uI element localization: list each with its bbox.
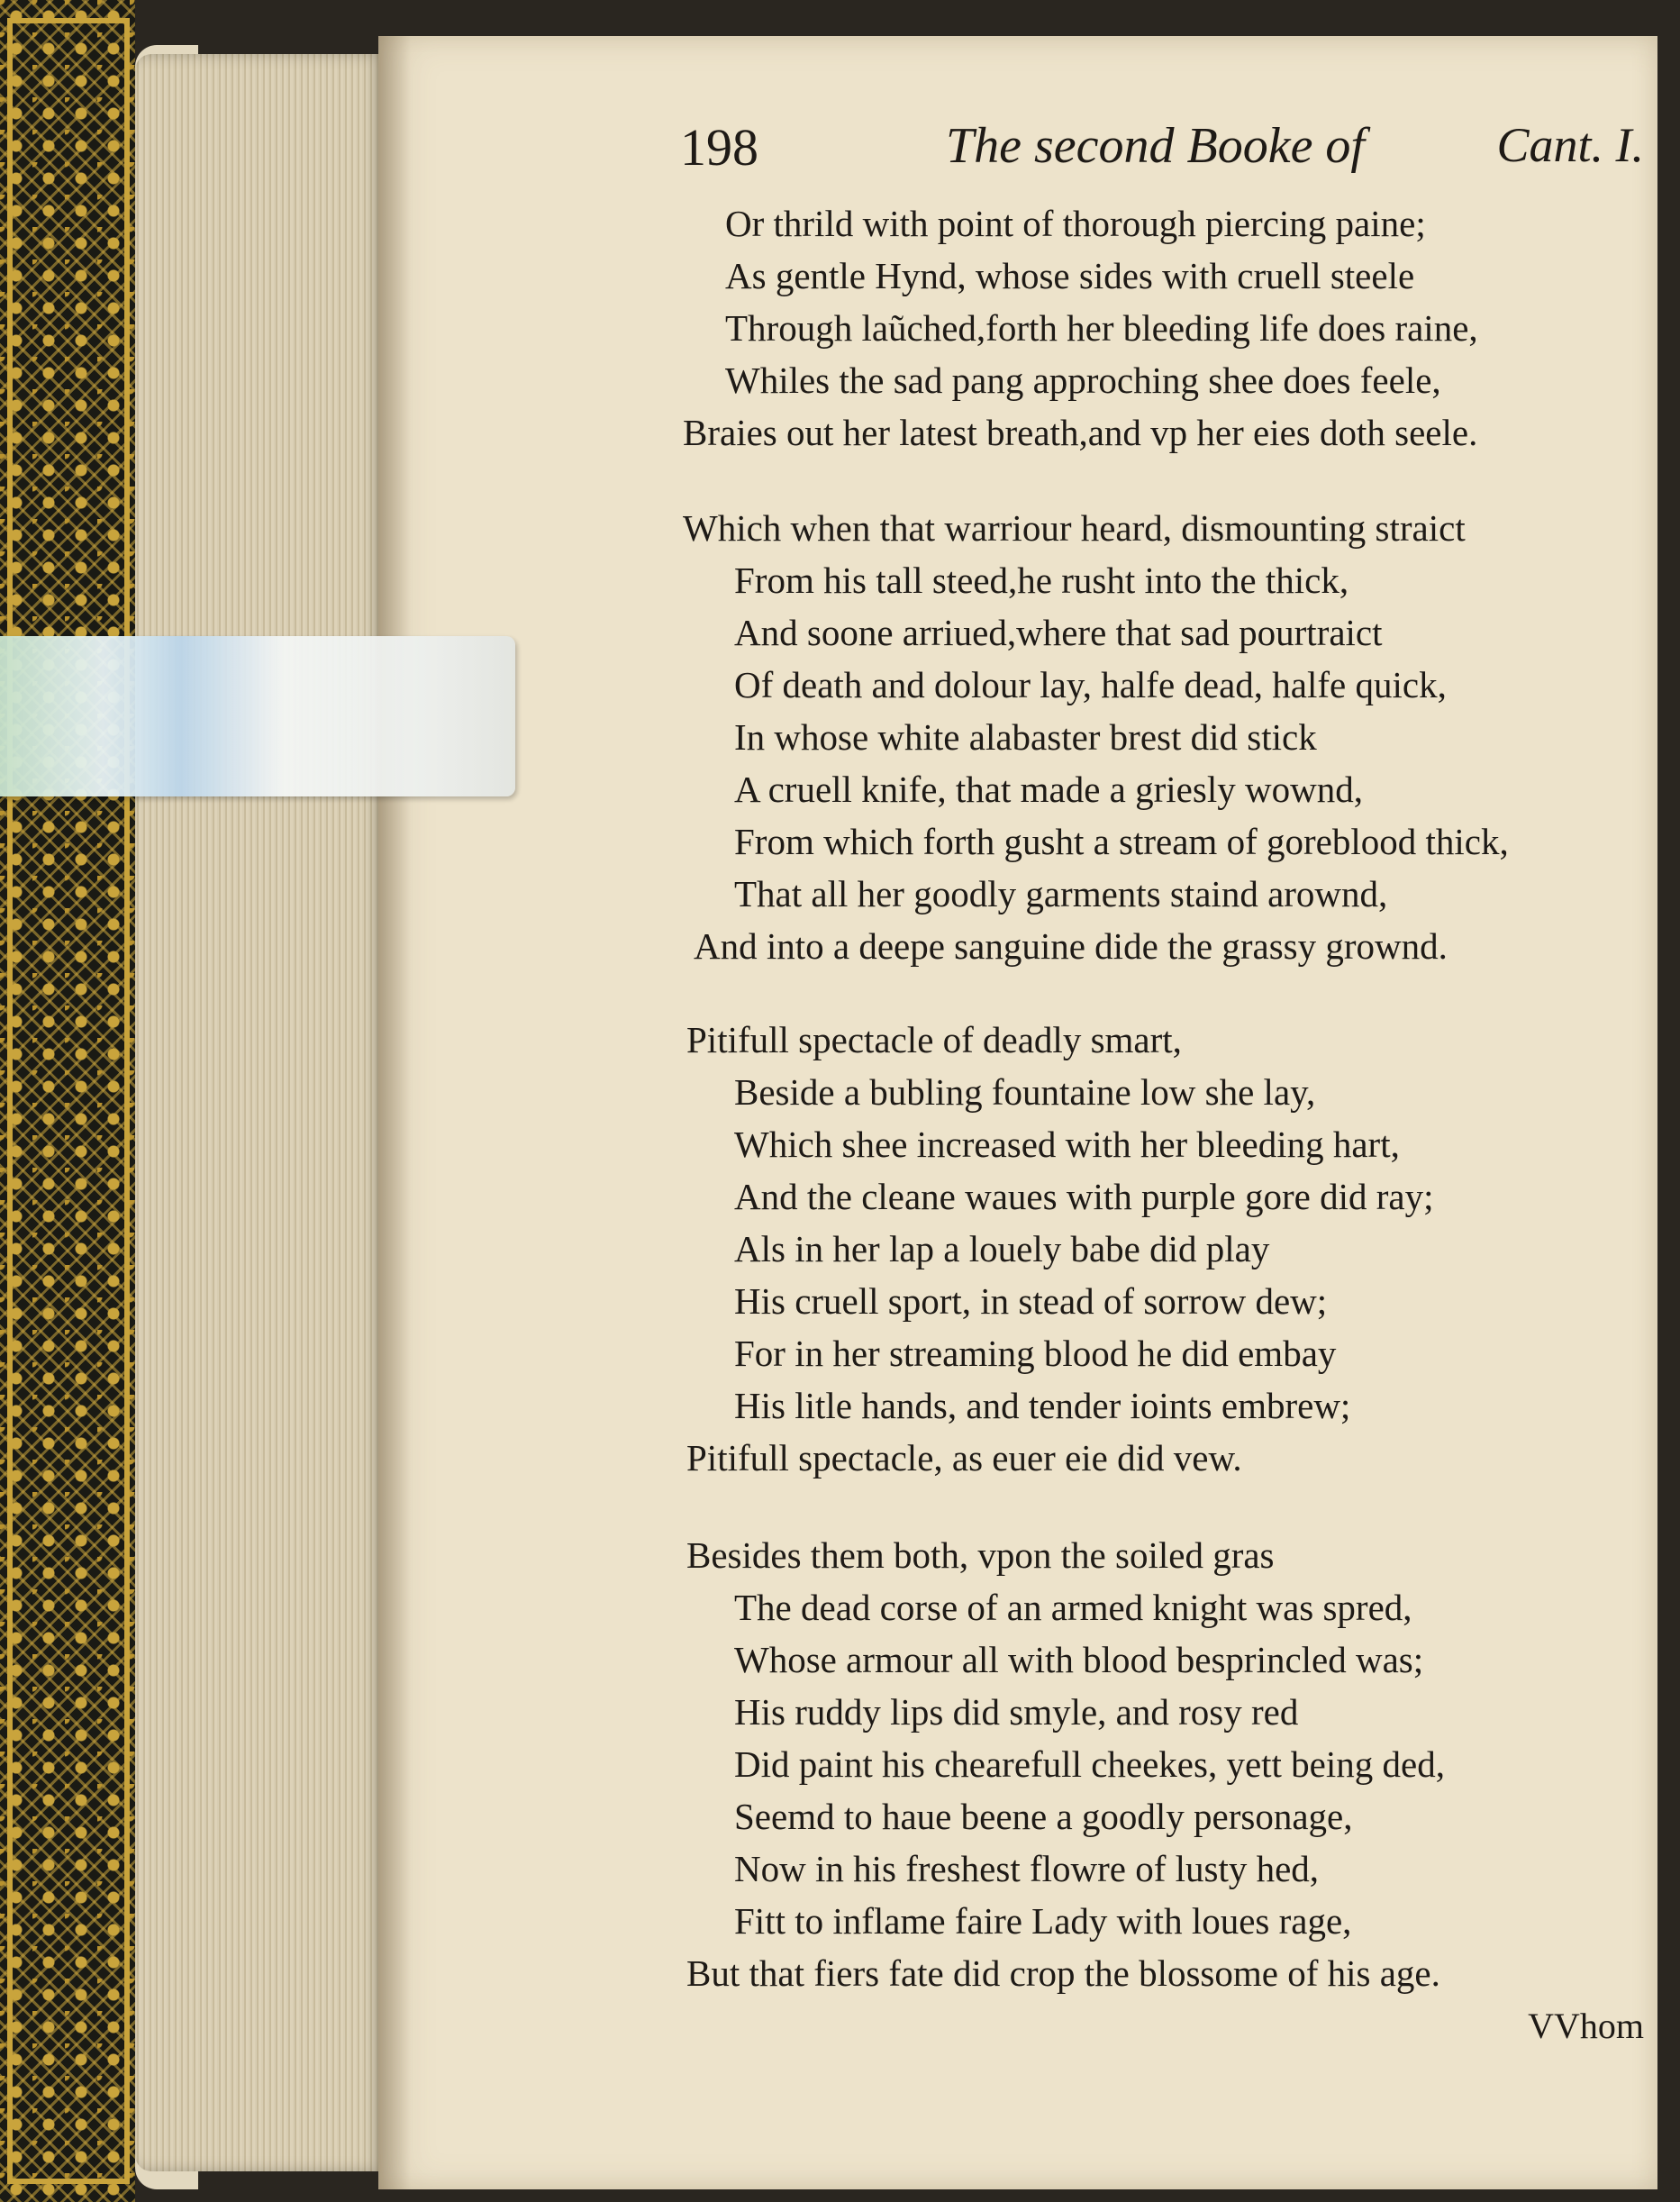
verse-line: Als in her lap a louely babe did play (734, 1228, 1270, 1269)
verse-line: Beside a bubling fountaine low she lay, (734, 1071, 1316, 1113)
binding-border-top (7, 18, 130, 23)
verse-line: That all her goodly garments staind arownd, (734, 873, 1388, 914)
page-header (680, 117, 1644, 180)
page-number: 198 (680, 118, 758, 177)
canto-label: Cant. I. (1496, 118, 1644, 172)
verse-line: But that fiers fate did crop the blossome of his age. (686, 1952, 1440, 1994)
verse-line: Which shee increased with her bleeding hart, (734, 1124, 1400, 1165)
verse-line: Whiles the sad pang approching shee does feele, (725, 359, 1441, 401)
verse-line: Or thrild with point of thorough piercing paine; (725, 203, 1426, 244)
verse-line: Whose armour all with blood besprincled was; (734, 1639, 1424, 1680)
verse-line: And into a deepe sanguine dide the grassy grownd. (694, 925, 1448, 967)
running-title: The second Booke of (946, 118, 1365, 174)
verse-line: And soone arriued,where that sad pourtraict (734, 612, 1383, 653)
verse-line: Fitt to inflame faire Lady with loues rage, (734, 1900, 1352, 1942)
verse-line: A cruell knife, that made a griesly wownd, (734, 769, 1363, 810)
verse-line: In whose white alabaster brest did stick (734, 716, 1317, 758)
verse-line: Of death and dolour lay, halfe dead, halfe quick, (734, 664, 1447, 705)
book-binding (0, 0, 135, 2202)
verse-line: Which when that warriour heard, dismounting straict (683, 507, 1466, 549)
verse-line: And the cleane waues with purple gore did ray; (734, 1176, 1434, 1217)
verse-line: Now in his freshest flowre of lusty hed, (734, 1848, 1320, 1889)
verse-line: Did paint his chearefull cheekes, yett being ded, (734, 1743, 1445, 1785)
verse-line: Pitifull spectacle of deadly smart, (686, 1019, 1182, 1060)
page-gutter (378, 36, 411, 2189)
verse-line: Besides them both, vpon the soiled gras (686, 1534, 1275, 1576)
verse-line: His litle hands, and tender ioints embrew; (734, 1385, 1351, 1426)
catchword: VVhom (1528, 2006, 1644, 2046)
binding-border-left (7, 18, 13, 2184)
verse-line: As gentle Hynd, whose sides with cruell steele (725, 255, 1415, 296)
binding-border-bottom (7, 2179, 130, 2184)
verse-line: From which forth gusht a stream of goreblood thick, (734, 821, 1509, 862)
verse-line: Pitifull spectacle, as euer eie did vew. (686, 1437, 1242, 1479)
binding-border-right (124, 18, 130, 2184)
verse-line: For in her streaming blood he did embay (734, 1333, 1337, 1374)
verse-line: Through laũched,forth her bleeding life does raine, (725, 307, 1478, 349)
bookmark-ribbon[interactable] (0, 636, 515, 796)
verse-line: The dead corse of an armed knight was spred, (734, 1587, 1412, 1628)
verse-line: His ruddy lips did smyle, and rosy red (734, 1691, 1299, 1733)
page-edges (135, 54, 383, 2171)
verse-line: Seemd to haue beene a goodly personage, (734, 1796, 1353, 1837)
verse-line: From his tall steed,he rusht into the thick, (734, 560, 1349, 601)
verse-line: His cruell sport, in stead of sorrow dew; (734, 1280, 1328, 1322)
verse-line: Braies out her latest breath,and vp her eies doth seele. (683, 412, 1478, 453)
